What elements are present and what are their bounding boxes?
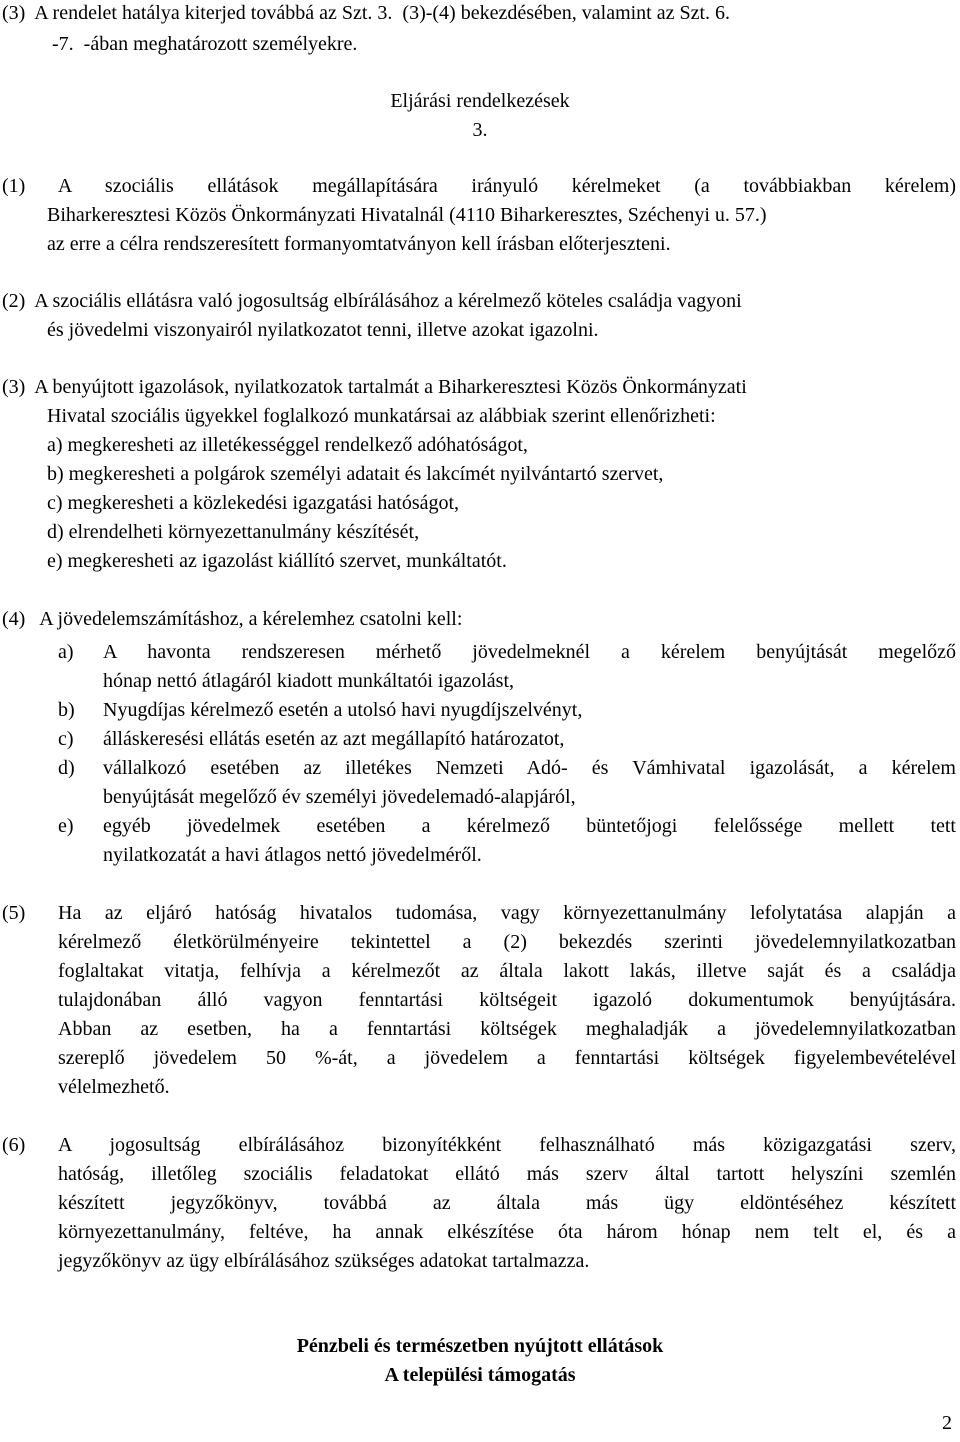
paragraph-4-item-a-line-1: A havonta rendszeresen mérhető jövedelmeknél a kérelem benyújtását megelőző: [103, 641, 956, 663]
paragraph-6-line-1: A jogosultság elbírálásához bizonyítékként felhasználható más közigazgatási szerv,: [58, 1134, 956, 1156]
paragraph-5-line-5: Abban az esetben, ha a fenntartási költségek meghaladják a jövedelemnyilatkozatban: [58, 1018, 956, 1040]
paragraph-3-item-e: e) megkeresheti az igazolást kiállító szervet, munkáltatót.: [47, 550, 507, 572]
paragraph-4-item-e-line-2: nyilatkozatát a havi átlagos nettó jövedelméről.: [103, 844, 482, 866]
paragraph-4-item-d-line-2: benyújtását megelőző év személyi jövedelemadó-alapjáról,: [103, 786, 576, 808]
section-number: 3.: [472, 119, 488, 141]
paragraph-5-line-7: vélelmezhető.: [58, 1076, 170, 1098]
paragraph-4-item-c-label: c): [58, 728, 74, 750]
paragraph-4-item-a-label: a): [58, 641, 74, 663]
paragraph-5-line-2: kérelmező életkörülményeire tekintettel a (2) bekezdés szerinti jövedelemnyilatkozatban: [58, 931, 956, 953]
paragraph-6-line-4: környezettanulmány, feltéve, ha annak elkészítése óta három hónap nem telt el, és a: [58, 1221, 956, 1243]
paragraph-2-line-2: és jövedelmi viszonyairól nyilatkozatot tenni, illetve azokat igazolni.: [47, 319, 599, 341]
paragraph-6-label: (6): [2, 1134, 26, 1156]
paragraph-2-line-1: (2) A szociális ellátásra való jogosultság elbírálásához a kérelmező köteles családja vagyoni: [2, 290, 742, 312]
paragraph-6-line-3: készített jegyzőkönyv, továbbá az általa más ügy eldöntéséhez készített: [58, 1192, 956, 1214]
paragraph-4-item-e-label: e): [58, 815, 74, 837]
paragraph-3-item-b: b) megkeresheti a polgárok személyi adatait és lakcímét nyilvántartó szervet,: [47, 463, 664, 485]
paragraph-6-line-5: jegyzőkönyv az ügy elbírálásához szükséges adatokat tartalmazza.: [58, 1250, 590, 1272]
paragraph-4-lead: (4) A jövedelemszámításhoz, a kérelemhez csatolni kell:: [2, 608, 463, 630]
footer-heading-2: A települési támogatás: [384, 1364, 576, 1386]
paragraph-1-line-2: Biharkeresztesi Közös Önkormányzati Hivatalnál (4110 Biharkeresztes, Széchenyi u. 57.): [47, 204, 767, 226]
intro-line-2: -7. -ában meghatározott személyekre.: [47, 33, 358, 55]
section-heading: Eljárási rendelkezések: [390, 90, 570, 112]
paragraph-3-line-2: Hivatal szociális ügyekkel foglalkozó munkatársai az alábbiak szerint ellenőrizheti:: [47, 405, 716, 427]
paragraph-3-item-c: c) megkeresheti a közlekedési igazgatási hatóságot,: [47, 492, 460, 514]
paragraph-1-line-3: az erre a célra rendszeresített formanyomtatványon kell írásban előterjeszteni.: [47, 233, 671, 255]
paragraph-4-item-a-line-2: hónap nettó átlagáról kiadott munkáltatói igazolást,: [103, 670, 514, 692]
paragraph-5-line-6: szereplő jövedelem 50 %-át, a jövedelem a fenntartási költségek figyelembevételével: [58, 1047, 956, 1069]
paragraph-4-item-c-line-1: álláskeresési ellátás esetén az azt megállapító határozatot,: [103, 728, 565, 750]
paragraph-6-line-2: hatóság, illetőleg szociális feladatokat ellátó más szerv által tartott helyszíni szemlén: [58, 1163, 956, 1185]
paragraph-4-item-b-label: b): [58, 699, 75, 721]
paragraph-4-item-d-line-1: vállalkozó esetében az illetékes Nemzeti Adó- és Vámhivatal igazolását, a kérelem: [103, 757, 956, 779]
paragraph-4-item-e-line-1: egyéb jövedelmek esetében a kérelmező büntetőjogi felelőssége mellett tett: [103, 815, 956, 837]
paragraph-5-label: (5): [2, 902, 26, 924]
page-number: 2: [942, 1412, 952, 1434]
paragraph-5-line-3: foglaltakat vitatja, felhívja a kérelmezőt az általa lakott lakás, illetve saját és a családja: [58, 960, 956, 982]
paragraph-3-item-d: d) elrendelheti környezettanulmány készítését,: [47, 521, 420, 543]
paragraph-5-line-1: Ha az eljáró hatóság hivatalos tudomása, vagy környezettanulmány lefolytatása alapján a: [58, 902, 956, 924]
paragraph-4-item-d-label: d): [58, 757, 75, 779]
paragraph-4-item-b-line-1: Nyugdíjas kérelmező esetén a utolsó havi nyugdíjszelvényt,: [103, 699, 583, 721]
paragraph-1-line-1: (1) A szociális ellátások megállapítására irányuló kérelmeket (a továbbiakban kérelem): [2, 175, 956, 197]
paragraph-5-line-4: tulajdonában álló vagyon fenntartási költségeit igazoló dokumentumok benyújtására.: [58, 989, 956, 1011]
intro-line-1: (3) A rendelet hatálya kiterjed továbbá az Szt. 3. (3)-(4) bekezdésében, valamint az Szt. 6.: [2, 2, 731, 24]
paragraph-3-item-a: a) megkeresheti az illetékességgel rendelkező adóhatóságot,: [47, 434, 528, 456]
paragraph-3-line-1: (3) A benyújtott igazolások, nyilatkozatok tartalmát a Biharkeresztesi Közös Önkormányzati: [2, 376, 747, 398]
footer-heading-1: Pénzbeli és természetben nyújtott ellátások: [296, 1335, 664, 1357]
